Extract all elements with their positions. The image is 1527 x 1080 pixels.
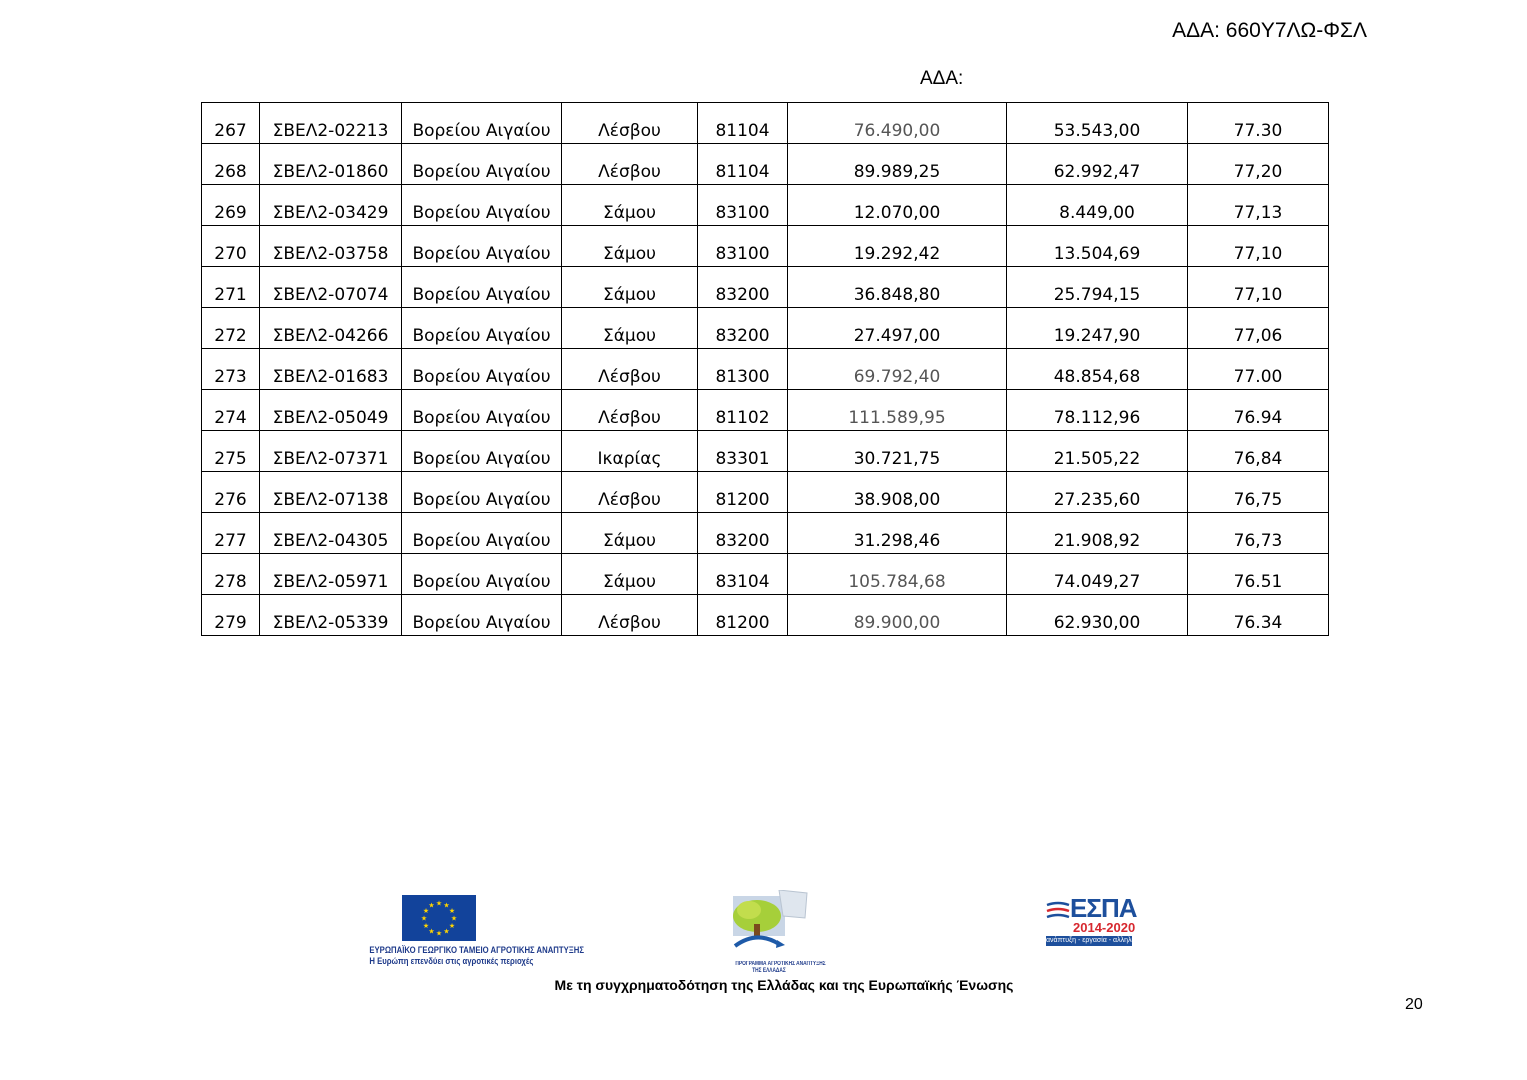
eu-star-icon: ★: [428, 902, 435, 910]
cell-budget: 36.848,80: [788, 267, 1007, 308]
cell-row-number: 270: [202, 226, 260, 267]
cell-postal-code: 83200: [698, 308, 788, 349]
table-row: [202, 103, 1329, 144]
cell-postal-code: 81200: [698, 472, 788, 513]
ada-label: ΑΔΑ:: [920, 68, 964, 89]
cell-application-code: ΣΒΕΛ2-03758: [260, 226, 402, 267]
cell-regional-unit: Σάμου: [562, 513, 698, 554]
cell-public-expenditure: 13.504,69: [1007, 226, 1188, 267]
eu-star-icon: ★: [435, 900, 443, 908]
cell-score: 77.00: [1188, 349, 1329, 390]
pae-tree-icon: [727, 890, 811, 956]
cell-public-expenditure: 27.235,60: [1007, 472, 1188, 513]
cell-budget: 31.298,46: [788, 513, 1007, 554]
cell-budget: 105.784,68: [788, 554, 1007, 595]
pae-logo-line2: ΤΗΣ ΕΛΛΑΔΑΣ: [752, 968, 786, 974]
table-row: [202, 185, 1329, 226]
cell-public-expenditure: 78.112,96: [1007, 390, 1188, 431]
cell-budget: 89.900,00: [788, 595, 1007, 636]
cell-row-number: 277: [202, 513, 260, 554]
cell-application-code: ΣΒΕΛ2-07074: [260, 267, 402, 308]
cell-regional-unit: Ικαρίας: [562, 431, 698, 472]
cell-postal-code: 83104: [698, 554, 788, 595]
cell-score: 77,20: [1188, 144, 1329, 185]
cell-regional-unit: Λέσβου: [562, 349, 698, 390]
cell-public-expenditure: 48.854,68: [1007, 349, 1188, 390]
cell-postal-code: 81102: [698, 390, 788, 431]
pae-logo: [727, 890, 826, 975]
eafrd-logo-line1: ΕΥΡΩΠΑΪΚΟ ΓΕΩΡΓΙΚΟ ΤΑΜΕΙΟ ΑΓΡΟΤΙΚΗΣ ΑΝΑΠΤΥΞΗΣ: [369, 945, 585, 955]
eu-star-icon: ★: [443, 902, 450, 910]
cell-region: Βορείου Αιγαίου: [402, 390, 562, 431]
espa-stripes-icon: [1046, 901, 1070, 925]
table-row: [202, 472, 1329, 513]
cell-public-expenditure: 62.992,47: [1007, 144, 1188, 185]
cell-row-number: 269: [202, 185, 260, 226]
eu-star-icon: ★: [450, 915, 458, 923]
espa-title: ΕΣΠΑ: [1070, 893, 1137, 923]
eu-flag-icon: [402, 895, 476, 941]
cell-score: 76,84: [1188, 431, 1329, 472]
cell-row-number: 271: [202, 267, 260, 308]
cell-postal-code: 83100: [698, 185, 788, 226]
cell-application-code: ΣΒΕΛ2-01860: [260, 144, 402, 185]
cell-postal-code: 83301: [698, 431, 788, 472]
cell-application-code: ΣΒΕΛ2-07371: [260, 431, 402, 472]
pae-logo-text: [735, 961, 826, 975]
cell-region: Βορείου Αιγαίου: [402, 554, 562, 595]
espa-years: 2014-2020: [1073, 920, 1136, 935]
eu-star-icon: ★: [448, 923, 456, 930]
cell-score: 76.51: [1188, 554, 1329, 595]
cell-score: 77,10: [1188, 226, 1329, 267]
eu-star-icon: ★: [422, 908, 430, 915]
cell-regional-unit: Λέσβου: [562, 390, 698, 431]
cell-public-expenditure: 53.543,00: [1007, 103, 1188, 144]
table-row: [202, 308, 1329, 349]
cell-row-number: 274: [202, 390, 260, 431]
cell-regional-unit: Σάμου: [562, 554, 698, 595]
table-row: [202, 513, 1329, 554]
cell-score: 77,13: [1188, 185, 1329, 226]
eu-star-icon: ★: [428, 928, 435, 936]
eafrd-logo-text: [369, 945, 585, 967]
cell-budget: 30.721,75: [788, 431, 1007, 472]
cell-public-expenditure: 19.247,90: [1007, 308, 1188, 349]
cell-budget: 38.908,00: [788, 472, 1007, 513]
cell-application-code: ΣΒΕΛ2-04305: [260, 513, 402, 554]
eu-star-icon: ★: [443, 928, 450, 936]
cell-region: Βορείου Αιγαίου: [402, 144, 562, 185]
cell-application-code: ΣΒΕΛ2-07138: [260, 472, 402, 513]
cell-regional-unit: Σάμου: [562, 185, 698, 226]
pae-logo-line1: ΠΡΟΓΡΑΜΜΑ ΑΓΡΟΤΙΚΗΣ ΑΝΑΠΤΥΞΗΣ: [735, 961, 826, 967]
cell-row-number: 276: [202, 472, 260, 513]
cell-region: Βορείου Αιγαίου: [402, 267, 562, 308]
cell-region: Βορείου Αιγαίου: [402, 349, 562, 390]
cofunding-text: Με τη συγχρηματοδότηση της Ελλάδας και της Ευρωπαϊκής Ένωσης: [554, 977, 1014, 993]
cell-budget: 89.989,25: [788, 144, 1007, 185]
cell-public-expenditure: 21.908,92: [1007, 513, 1188, 554]
cell-application-code: ΣΒΕΛ2-04266: [260, 308, 402, 349]
cell-score: 77.30: [1188, 103, 1329, 144]
cell-score: 77,10: [1188, 267, 1329, 308]
cell-postal-code: 83200: [698, 513, 788, 554]
cell-score: 76.34: [1188, 595, 1329, 636]
table-row: [202, 349, 1329, 390]
espa-tagline: ανάπτυξη - εργασία - αλληλεγγύη: [1046, 937, 1150, 944]
cell-application-code: ΣΒΕΛ2-03429: [260, 185, 402, 226]
cell-regional-unit: Λέσβου: [562, 472, 698, 513]
logos-strip: [0, 893, 1527, 983]
cell-public-expenditure: 8.449,00: [1007, 185, 1188, 226]
espa-logo: [1046, 893, 1150, 946]
beneficiaries-table: [201, 102, 1329, 636]
table-row: [202, 226, 1329, 267]
cell-row-number: 273: [202, 349, 260, 390]
cell-region: Βορείου Αιγαίου: [402, 308, 562, 349]
cell-score: 77,06: [1188, 308, 1329, 349]
cell-budget: 27.497,00: [788, 308, 1007, 349]
cell-regional-unit: Λέσβου: [562, 595, 698, 636]
cell-budget: 12.070,00: [788, 185, 1007, 226]
eafrd-logo: [358, 893, 585, 967]
eafrd-logo-line2: Η Ευρώπη επενδύει στις αγροτικές περιοχές: [369, 956, 534, 966]
cell-score: 76,75: [1188, 472, 1329, 513]
cell-regional-unit: Λέσβου: [562, 103, 698, 144]
cell-budget: 19.292,42: [788, 226, 1007, 267]
cell-public-expenditure: 25.794,15: [1007, 267, 1188, 308]
cell-row-number: 268: [202, 144, 260, 185]
cell-public-expenditure: 62.930,00: [1007, 595, 1188, 636]
table-body: [202, 103, 1329, 636]
cell-postal-code: 81104: [698, 144, 788, 185]
cell-regional-unit: Σάμου: [562, 308, 698, 349]
table-row: [202, 390, 1329, 431]
cell-regional-unit: Σάμου: [562, 226, 698, 267]
cell-row-number: 279: [202, 595, 260, 636]
table-row: [202, 554, 1329, 595]
cell-region: Βορείου Αιγαίου: [402, 185, 562, 226]
cell-application-code: ΣΒΕΛ2-05971: [260, 554, 402, 595]
eu-star-icon: ★: [435, 930, 443, 938]
cell-region: Βορείου Αιγαίου: [402, 103, 562, 144]
cell-region: Βορείου Αιγαίου: [402, 226, 562, 267]
cell-row-number: 278: [202, 554, 260, 595]
cell-row-number: 275: [202, 431, 260, 472]
cell-postal-code: 81104: [698, 103, 788, 144]
cell-application-code: ΣΒΕΛ2-05339: [260, 595, 402, 636]
cell-postal-code: 81300: [698, 349, 788, 390]
cell-application-code: ΣΒΕΛ2-05049: [260, 390, 402, 431]
table-row: [202, 595, 1329, 636]
cell-budget: 111.589,95: [788, 390, 1007, 431]
cell-public-expenditure: 21.505,22: [1007, 431, 1188, 472]
cell-row-number: 272: [202, 308, 260, 349]
table-row: [202, 144, 1329, 185]
cell-region: Βορείου Αιγαίου: [402, 595, 562, 636]
cell-regional-unit: Λέσβου: [562, 144, 698, 185]
table-row: [202, 267, 1329, 308]
eu-star-icon: ★: [422, 923, 430, 930]
cell-public-expenditure: 74.049,27: [1007, 554, 1188, 595]
cell-score: 76,73: [1188, 513, 1329, 554]
eu-star-icon: ★: [420, 915, 428, 923]
cell-budget: 76.490,00: [788, 103, 1007, 144]
cell-region: Βορείου Αιγαίου: [402, 472, 562, 513]
eu-star-icon: ★: [448, 908, 456, 915]
cell-region: Βορείου Αιγαίου: [402, 431, 562, 472]
cell-postal-code: 83200: [698, 267, 788, 308]
cell-postal-code: 81200: [698, 595, 788, 636]
cell-region: Βορείου Αιγαίου: [402, 513, 562, 554]
cell-row-number: 267: [202, 103, 260, 144]
cell-application-code: ΣΒΕΛ2-01683: [260, 349, 402, 390]
cell-budget: 69.792,40: [788, 349, 1007, 390]
cell-score: 76.94: [1188, 390, 1329, 431]
cell-regional-unit: Σάμου: [562, 267, 698, 308]
table-row: [202, 431, 1329, 472]
page-number: 20: [1405, 996, 1423, 1013]
cell-application-code: ΣΒΕΛ2-02213: [260, 103, 402, 144]
cell-postal-code: 83100: [698, 226, 788, 267]
ada-code: ΑΔΑ: 660Υ7ΛΩ-ΦΣΛ: [1172, 19, 1367, 42]
